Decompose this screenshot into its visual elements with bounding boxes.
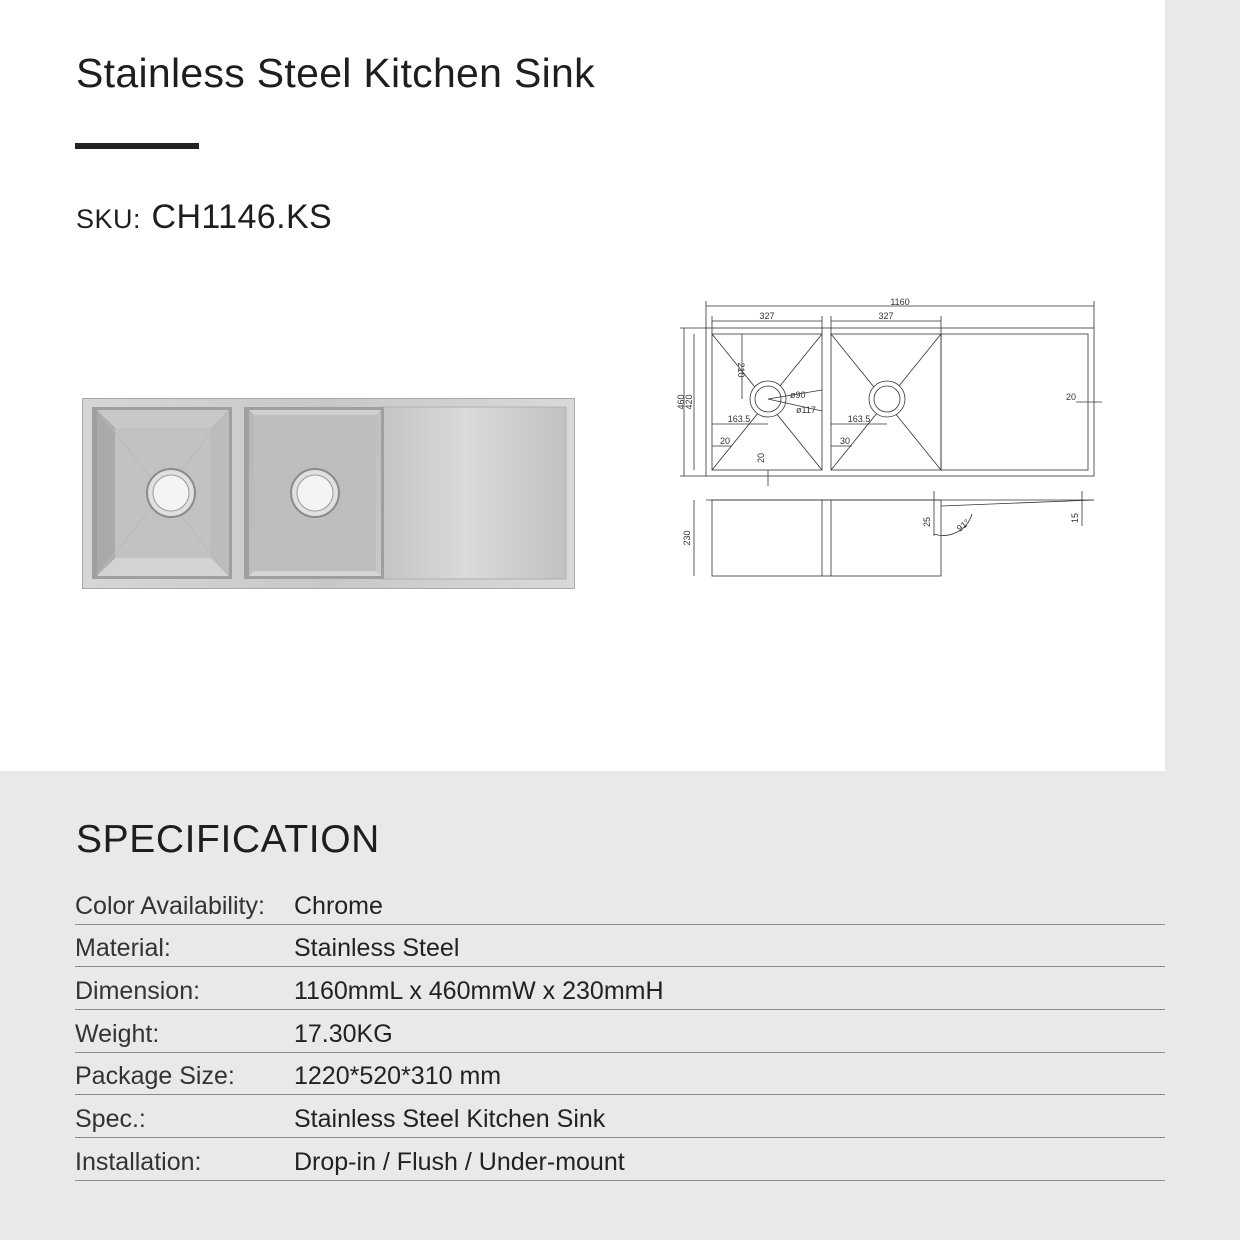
dim-corner1: 20 [720, 436, 731, 446]
spec-label: Dimension: [75, 977, 201, 1006]
dim-inner-width: 420 [684, 394, 694, 410]
spec-label: Material: [75, 934, 171, 963]
dim-overall-length: 1160 [890, 297, 910, 307]
dim-drain-offset-y: 210 [736, 362, 746, 378]
bowl-right [244, 407, 384, 579]
dim-bowl2-width: 327 [878, 311, 894, 321]
dim-bowl1-width: 327 [759, 311, 775, 321]
bowl-left [92, 407, 232, 579]
table-row [75, 882, 1165, 925]
dim-angle: 91° [954, 517, 972, 534]
product-title: Stainless Steel Kitchen Sink [76, 50, 595, 96]
spec-value: Chrome [294, 891, 383, 920]
table-row [75, 967, 1165, 1010]
sku-label: SKU: [76, 204, 142, 234]
spec-label: Installation: [75, 1147, 202, 1176]
spec-value: 1160mmL x 460mmW x 230mmH [294, 977, 664, 1006]
dim-drain2-offset-x: 163.5 [847, 414, 871, 424]
spec-label: Color Availability: [75, 891, 265, 920]
sku-value: CH1146.KS [151, 198, 333, 236]
technical-drawing [672, 286, 1132, 592]
spec-label: Package Size: [75, 1062, 235, 1091]
dim-drain-dia-outer: ø117 [796, 405, 816, 415]
sku-line [76, 198, 332, 237]
spec-value: Stainless Steel [294, 934, 460, 963]
table-row [75, 1138, 1165, 1181]
spec-label: Weight: [75, 1019, 160, 1048]
dim-drain1-offset-x: 163.5 [727, 414, 751, 424]
table-row [75, 1095, 1165, 1138]
spec-value: Drop-in / Flush / Under-mount [294, 1147, 625, 1176]
table-row [75, 925, 1165, 968]
dim-corner2: 30 [840, 436, 851, 446]
side-strip [1165, 0, 1240, 771]
table-row [75, 1053, 1165, 1096]
spec-label: Spec.: [75, 1105, 146, 1134]
spec-table [75, 882, 1165, 1181]
sink-photo [82, 398, 575, 589]
dim-bottom-margin: 20 [756, 452, 766, 464]
dim-lip: 15 [1070, 512, 1080, 524]
specification-heading: SPECIFICATION [76, 818, 380, 861]
table-row [75, 1010, 1165, 1053]
dim-drainboard-edge: 20 [1066, 392, 1077, 402]
spec-value: 1220*520*310 mm [294, 1062, 502, 1091]
dim-slope-drop: 25 [922, 516, 932, 528]
dim-depth: 230 [682, 530, 692, 546]
spec-value: Stainless Steel Kitchen Sink [294, 1105, 606, 1134]
title-underline [75, 143, 199, 149]
spec-value: 17.30KG [294, 1019, 393, 1048]
dim-drain-dia-inner: ø90 [790, 390, 806, 400]
dim-outer-width: 460 [676, 394, 686, 410]
